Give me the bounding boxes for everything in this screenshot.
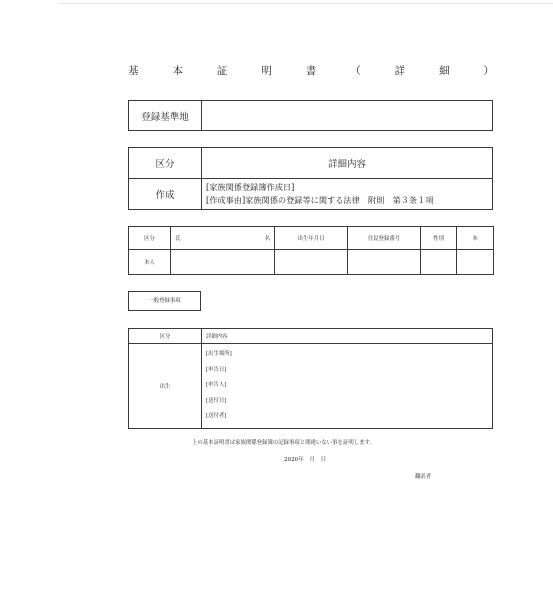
creation-label: 作成 <box>129 179 202 210</box>
title-char: 証 <box>216 65 228 77</box>
creation-reason-line: [作成事由]家族関係の登録等に関する法律 附則 第３条１項 <box>206 195 434 205</box>
summary-division-header: 区分 <box>129 148 202 179</box>
creation-summary-table <box>128 147 493 210</box>
person-division-header: 区分 <box>129 227 171 250</box>
creation-date-line: [家族関係登録簿作成日] <box>206 182 295 192</box>
title-char: 書 <box>305 65 317 77</box>
items-details-header: 詳細内容 <box>202 329 493 344</box>
person-sex-header: 性別 <box>421 227 457 250</box>
title-char: 基 <box>128 65 139 77</box>
general-registration-items-label: 一般登録事項 <box>128 291 201 311</box>
birth-details-list <box>202 344 493 429</box>
creation-details <box>202 179 493 210</box>
person-surname-header: 氏 <box>175 236 181 242</box>
registration-base-label: 登録基準地 <box>129 101 202 131</box>
person-birthdate-cell <box>275 250 348 275</box>
person-origin-header: 本 <box>457 227 494 250</box>
person-birthdate-header: 出生年月日 <box>275 227 348 250</box>
top-divider <box>60 3 553 4</box>
declaration-date-entry: [申告日] <box>206 366 227 373</box>
translator-label: 翻訳者 <box>415 474 432 480</box>
person-name-header <box>171 227 275 250</box>
birth-label: 出生 <box>129 344 202 429</box>
title-char: 細 <box>439 65 450 77</box>
person-resident-number-header: 住民登録番号 <box>348 227 421 250</box>
birth-details-table <box>128 328 493 429</box>
person-table <box>128 226 494 275</box>
title-char: ） <box>483 65 494 77</box>
person-resident-number-cell <box>348 250 421 275</box>
title-char: 明 <box>261 65 272 77</box>
sent-date-entry: [送付日] <box>206 397 227 404</box>
person-sex-cell <box>421 250 457 275</box>
certification-statement: 上の基本証明書は家族関係登録簿の記録事項と間違いない事を証明します。 <box>192 440 375 446</box>
items-division-header: 区分 <box>129 329 202 344</box>
person-given-name-header: 名 <box>264 236 270 242</box>
person-name-cell <box>171 250 275 275</box>
issue-date: 2020年 月 日 <box>284 457 327 463</box>
person-origin-cell <box>457 250 494 275</box>
person-self-label: 本人 <box>129 250 171 275</box>
registration-base-value <box>202 101 493 131</box>
document-title <box>128 63 494 79</box>
title-char: 詳 <box>394 65 406 77</box>
title-char: （ <box>350 65 361 77</box>
birth-place-entry: [出生場所] <box>206 351 232 357</box>
summary-details-header: 詳細内容 <box>202 148 493 179</box>
declarant-entry: [申告人] <box>206 382 227 389</box>
sender-entry: [送付者] <box>206 413 227 420</box>
title-char: 本 <box>172 65 183 77</box>
registration-base-table <box>128 100 493 131</box>
